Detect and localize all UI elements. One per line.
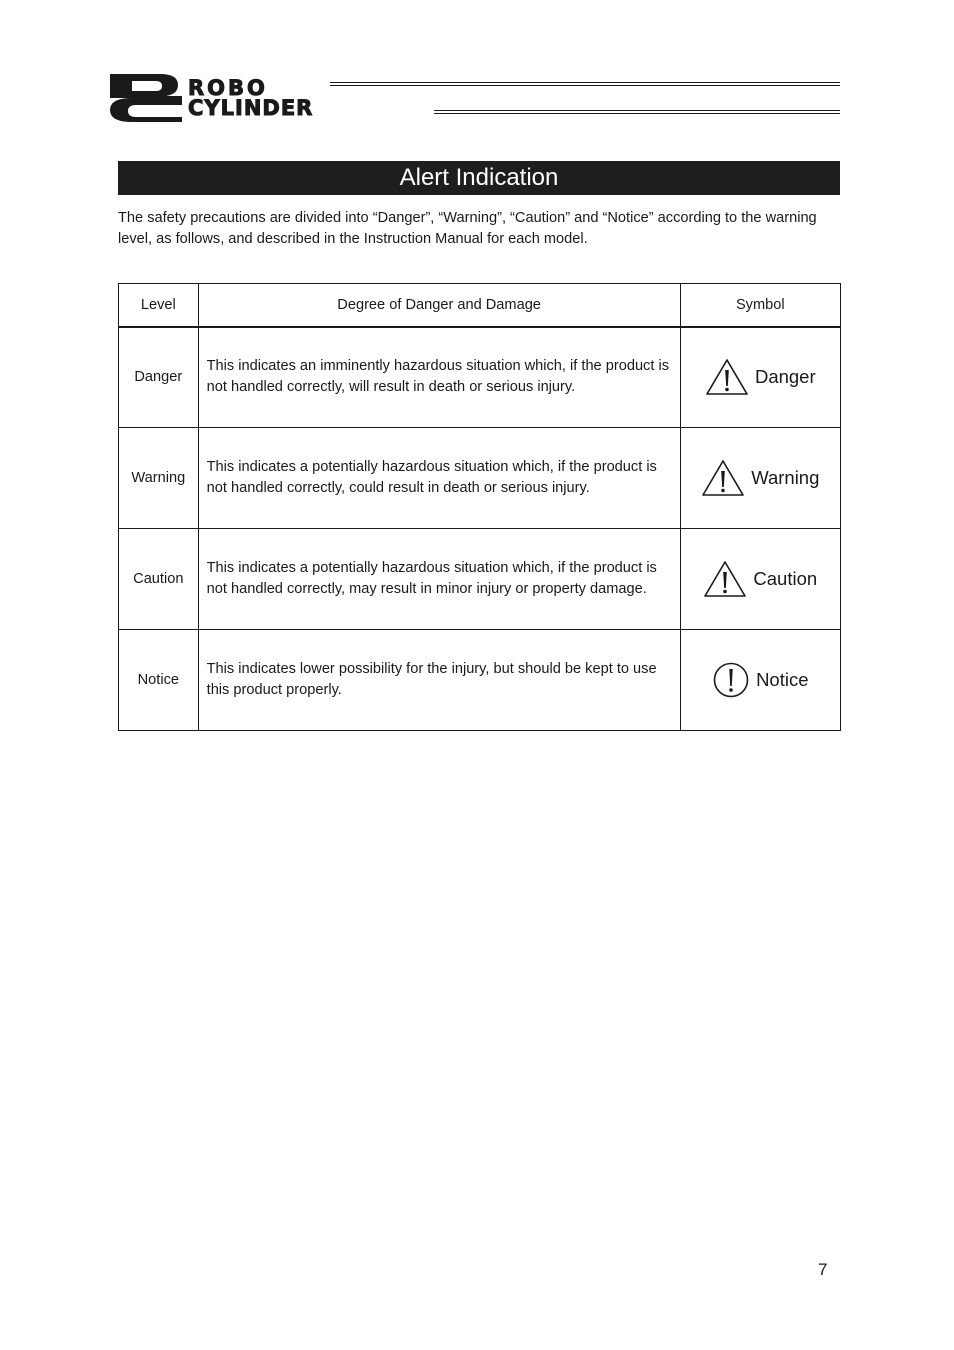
symbol-label: Danger bbox=[754, 366, 816, 388]
level-cell: Warning bbox=[119, 428, 199, 529]
level-cell: Caution bbox=[119, 529, 199, 630]
logo-rule-bottom bbox=[434, 110, 840, 114]
logo-word-robo: ROBO bbox=[188, 76, 268, 100]
intro-paragraph: The safety precautions are divided into “Danger”, “Warning”, “Caution” and “Notice” according to the warning level, as follows, and described in the Instruction Manual for each model. bbox=[118, 210, 817, 247]
symbol-label: Notice bbox=[756, 669, 809, 690]
logo-word-cylinder: CYLINDER bbox=[188, 96, 314, 120]
warning-triangle-icon bbox=[701, 459, 745, 497]
robo-cylinder-logo bbox=[108, 72, 848, 128]
table-row-notice bbox=[119, 630, 841, 731]
symbol-cell bbox=[680, 630, 840, 731]
exclamation-circle-icon bbox=[712, 661, 750, 699]
symbol-label: Warning bbox=[751, 467, 820, 488]
warning-triangle-icon bbox=[703, 560, 747, 598]
header-degree: Degree of Danger and Damage bbox=[198, 284, 680, 327]
level-cell: Danger bbox=[119, 327, 199, 428]
rc-logo-mark bbox=[108, 72, 184, 124]
section-title: Alert Indication bbox=[118, 161, 840, 195]
level-cell: Notice bbox=[119, 630, 199, 731]
degree-cell: This indicates an imminently hazardous situation which, if the product is not handled correctly, will result in death or serious injury. bbox=[198, 327, 680, 428]
symbol-cell bbox=[680, 327, 840, 428]
table-row-caution bbox=[119, 529, 841, 630]
degree-cell: This indicates a potentially hazardous situation which, if the product is not handled correctly, could result in death or serious injury. bbox=[198, 428, 680, 529]
alert-table bbox=[118, 283, 841, 731]
logo-rule-top bbox=[330, 82, 840, 86]
degree-cell: This indicates lower possibility for the injury, but should be kept to use this product properly. bbox=[198, 630, 680, 731]
table-row-danger bbox=[119, 327, 841, 428]
header-level: Level bbox=[119, 284, 199, 327]
degree-cell: This indicates a potentially hazardous situation which, if the product is not handled correctly, may result in minor injury or property damage. bbox=[198, 529, 680, 630]
warning-triangle-icon bbox=[705, 358, 749, 396]
symbol-cell bbox=[680, 529, 840, 630]
symbol-cell bbox=[680, 428, 840, 529]
symbol-label: Caution bbox=[753, 568, 818, 589]
table-header-row bbox=[119, 284, 841, 327]
header-symbol: Symbol bbox=[680, 284, 840, 327]
page-number: 7 bbox=[818, 1260, 828, 1279]
table-row-warning bbox=[119, 428, 841, 529]
